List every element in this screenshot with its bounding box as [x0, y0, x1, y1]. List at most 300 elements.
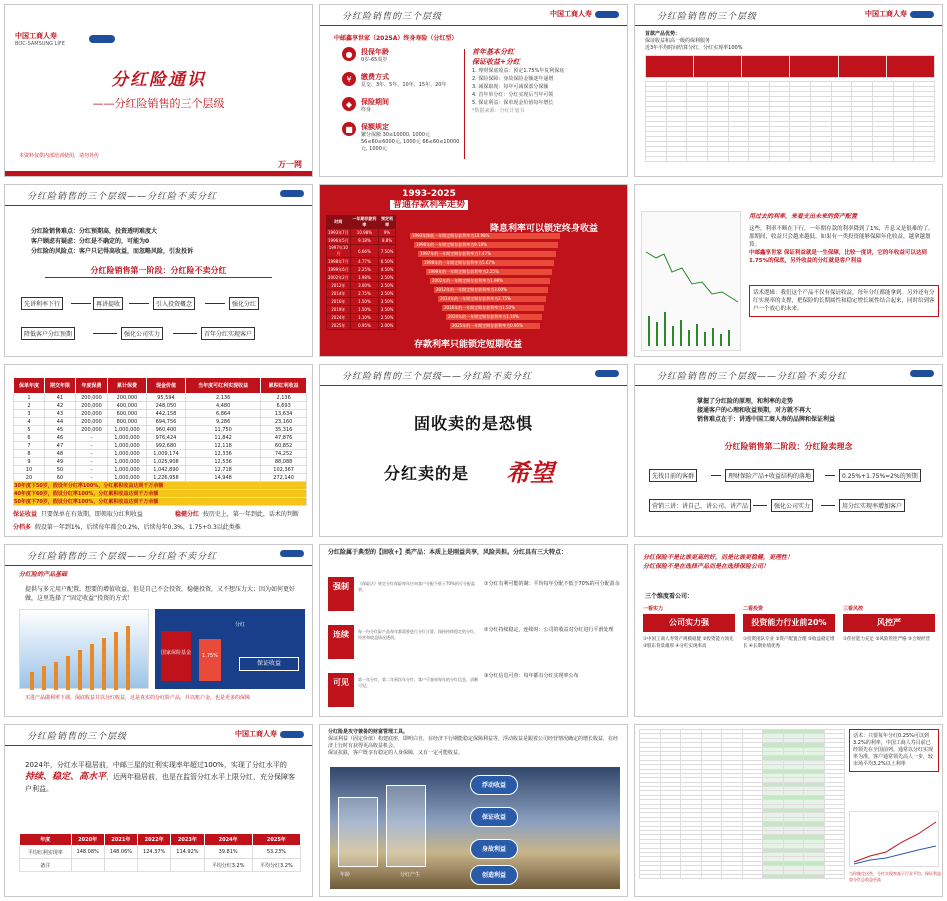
rate-bar: 1998年的一年期定期存款利率为5.67%	[422, 260, 554, 266]
wealth-line: 保证抗跌，客户既享有稳定的人身保障，又有一定可能收益。	[328, 750, 464, 756]
slide-grid	[4, 4, 943, 897]
slide-5-rate-trend[interactable]	[319, 184, 628, 357]
floating-return-badge: 浮动收益	[470, 775, 518, 795]
table-header-cell: 预定利率	[379, 216, 396, 229]
pain-point-line: 分红险的风险点：客户只记得高收益，而忽略风险，引发投诉	[31, 248, 194, 255]
table-cell: 11,750	[185, 426, 260, 434]
table-cell: 9,286	[185, 418, 260, 426]
table-cell: 200,000	[75, 410, 107, 418]
rate-bar: 2002年的一年期定期存款利率为1.98%	[430, 278, 550, 284]
stock-chart-svg	[642, 212, 742, 352]
table-header-cell	[790, 56, 838, 78]
table-cell: 14,948	[185, 474, 260, 482]
highlight-cell: 30年度下50岁，假设年分红率100%，分红累积收益达到千万余额	[14, 482, 307, 490]
table-cell: 4	[14, 418, 45, 426]
slide-header-title: 分红险销售的三个层级——分红险不卖分红	[342, 372, 533, 382]
table-row	[14, 426, 307, 434]
slide-7-benefit-table[interactable]	[4, 364, 313, 537]
company-logo	[15, 31, 65, 47]
slide-9-stage-two[interactable]	[634, 364, 943, 537]
table-cell: 备注	[20, 859, 72, 872]
attribute-label: 投保年龄	[361, 48, 389, 56]
table-cell	[831, 157, 852, 162]
feature-tag-mandatory: 强制	[328, 577, 354, 611]
flow-arrow	[711, 475, 721, 476]
table-cell: 200,000	[75, 426, 107, 434]
table-header-cell: 累计保费	[107, 378, 146, 394]
slide-header-title: 分红险销售的三个层级——分红险不卖分红	[657, 372, 848, 382]
table-cell: 2016年	[327, 298, 351, 306]
concept-line: 接通客户的心理和收益预期，对方就不再大	[697, 407, 812, 414]
feature-detail: ②分红持续稳定，连续时：公司的收益对分红进行平滑处理	[484, 627, 614, 633]
table-cell: 2019年	[327, 306, 351, 314]
rate-bar: 1996年的一年期定期存款利率为9.18%	[414, 242, 558, 248]
dividend-keywords: 持续、稳定、高水平	[25, 772, 107, 782]
slide-header	[635, 365, 942, 387]
table-cell: 7.50%	[379, 245, 396, 258]
table-cell: 6,864	[185, 410, 260, 418]
header-logo	[235, 729, 304, 739]
company-intro-line: 分红保险不是在选择产品而是在选择保险公司！	[643, 563, 770, 570]
pain-points	[31, 227, 193, 257]
axis-label: 年龄	[340, 872, 351, 878]
bar-block	[338, 797, 378, 867]
footer-note	[13, 509, 143, 518]
table-cell: 60,852	[261, 442, 307, 450]
column-text: ①中国工商人寿资产规模稳健 ②投资能力领先 ③股东背景雄厚 ④分红实现率高	[643, 637, 734, 649]
slide-header-title: 分红险销售的三个层级	[27, 732, 128, 742]
cover-title: 分红险通识	[111, 70, 206, 90]
table-cell: 6.50%	[379, 258, 396, 266]
product-benefits	[472, 47, 622, 115]
flow-arrow	[173, 333, 197, 334]
table-cell: 46	[44, 434, 75, 442]
slide-header-title: 分红险销售的三个层级	[657, 12, 758, 22]
comparison-footer: 当你做完这些，分红实现率高于行业平均，保证利益加分红总收益更高	[849, 871, 941, 882]
attribute-row	[342, 47, 462, 64]
benefit-item: 4. 首年单分红：分红实现后当年可领	[472, 92, 554, 98]
table-cell: 1,226,958	[146, 474, 185, 482]
slide-13-dividend-rate[interactable]	[4, 724, 313, 897]
header-divider	[635, 25, 942, 26]
rate-bar: 2016年的一年期定期存款利率为1.50%	[442, 305, 544, 311]
flow-step: 营销三讲：讲自己、讲公司、讲产品	[649, 499, 751, 512]
stage-title: 分红险销售第一阶段：分红险不卖分红	[90, 266, 227, 275]
flow-step: 再讲提收	[93, 297, 123, 310]
slide-header-title: 分红险销售的三个层级——分红险不卖分红	[27, 552, 218, 562]
table-cell: 400,000	[107, 402, 146, 410]
table-cell	[783, 874, 804, 878]
table-cell: 200,000	[75, 394, 107, 402]
table-row	[327, 229, 396, 237]
header-logo-text: 中国工商人寿	[865, 10, 907, 18]
table-cell	[804, 874, 825, 878]
table-cell: 2.00%	[379, 322, 396, 330]
table-cell: 2	[14, 402, 45, 410]
table-cell	[660, 874, 681, 878]
table-cell: -	[75, 466, 107, 474]
intro-title: 首款产品优势：	[645, 31, 681, 37]
dividend-summary-text: ，近两年稳居前，也是在监管分红水平上限分红，充分保障客户利益。	[25, 773, 296, 793]
slide-header	[5, 545, 312, 567]
attribute-label: 保险期间	[361, 98, 389, 106]
slide-header	[5, 185, 312, 207]
table-cell: 9%	[379, 229, 396, 237]
growth-chart	[19, 609, 149, 689]
slide-3-data-table[interactable]	[634, 4, 943, 177]
attribute-value: 繁分保额 30≤10000, 1000元 56≤60≤6000元, 1000元 66≤60≤10000元, 1000元	[361, 132, 460, 152]
table-cell	[171, 859, 204, 872]
table-cell: 35,316	[261, 426, 307, 434]
stage-underline	[45, 277, 272, 278]
table-cell: 6,693	[261, 402, 307, 410]
market-highlight: 中邮鑫享世家 保证利益就是一生保障，比较一度讲，它的年收益可以达到1.75%的保底，另外收益的分红就是客户利益	[749, 250, 927, 264]
column-head: 二看投资	[743, 606, 764, 612]
table-cell: 148.08%	[71, 846, 104, 859]
stage-title: 分红险销售第二阶段：分红险卖理念	[724, 442, 853, 451]
market-title: 用过去的利率，来看支出未来的资产配置	[749, 213, 858, 220]
table-cell: 102,367	[261, 466, 307, 474]
slide-10-foundation[interactable]	[4, 544, 313, 717]
flow-step: 先找目前的客群	[649, 469, 697, 482]
table-row	[14, 434, 307, 442]
table-cell: 1,000,000	[107, 466, 146, 474]
person-icon: ●	[342, 47, 356, 61]
flow-arrow	[71, 303, 91, 304]
table-cell: 960,400	[146, 426, 185, 434]
table-row	[20, 859, 301, 872]
table-cell: 2.50%	[379, 274, 396, 282]
benefits-footnote: *数据来源：分红计划书	[472, 108, 525, 114]
company-intro	[643, 553, 937, 571]
table-cell: 3.50%	[379, 306, 396, 314]
header-logo	[592, 369, 619, 377]
table-row	[646, 157, 935, 162]
table-cell: 3	[14, 410, 45, 418]
slide-8-slogan[interactable]	[319, 364, 628, 537]
intro-line: 保证收益和高一级的保利服务	[645, 38, 711, 44]
table-cell	[749, 157, 770, 162]
table-header-cell: 2024年	[204, 834, 252, 846]
cover-subtitle: ——分红险销售的三个层级	[92, 97, 225, 110]
feature-detail: ③分红信息可查：每年都有分红实现率公布	[484, 673, 579, 679]
table-cell: 23,160	[261, 418, 307, 426]
table-cell: 1.10%	[350, 314, 378, 322]
return-diagram	[155, 609, 305, 689]
table-header-cell: 现金价值	[146, 378, 185, 394]
table-cell: 1,000,000	[107, 426, 146, 434]
table-cell	[790, 157, 811, 162]
attribute-row	[342, 122, 462, 153]
feature-body: 第一年分红，第二年到次年分红，客户可查询每年的分红信息，清晰可见。	[358, 677, 478, 688]
table-cell: -	[75, 458, 107, 466]
table-cell: 1,000,000	[107, 434, 146, 442]
table-cell: 平均分红3.2%	[252, 859, 300, 872]
table-cell: 43	[44, 410, 75, 418]
company-column	[843, 605, 935, 643]
slide-11-features[interactable]	[319, 544, 628, 717]
table-cell	[893, 157, 914, 162]
flow-arrow	[821, 505, 835, 506]
slide-header	[320, 365, 627, 387]
table-cell: 2002年2月	[327, 274, 349, 280]
table-cell: 2.50%	[379, 282, 396, 290]
table-cell: 6.66%	[350, 245, 378, 258]
attribute-label: 保额规定	[361, 123, 389, 131]
table-row	[327, 266, 396, 274]
table-row	[14, 410, 307, 418]
headline-top: 降息利率可以锁定终身收益	[490, 224, 599, 234]
table-cell: 74,252	[261, 450, 307, 458]
table-cell: 9.18%	[350, 237, 378, 245]
table-cell: 992,680	[146, 442, 185, 450]
table-row	[14, 418, 307, 426]
table-row	[327, 245, 396, 258]
table-cell	[707, 157, 728, 162]
header-divider	[320, 385, 627, 386]
death-benefit-badge: 身故利益	[470, 839, 518, 859]
flow-step: 0.25%+1.75%=2%的预期	[839, 469, 921, 482]
dividend-summary	[25, 759, 295, 795]
table-header-cell	[838, 56, 886, 78]
summary-table	[645, 55, 935, 78]
company-column	[743, 605, 835, 650]
table-cell	[646, 157, 667, 162]
wealth-text	[328, 729, 622, 757]
table-cell: 45	[44, 426, 75, 434]
table-cell: 4.77%	[350, 258, 378, 266]
rate-bar: 1993年降低一年期定期存款利率为10.98%	[410, 233, 560, 239]
table-row	[327, 258, 396, 266]
slide-4-stage-one[interactable]	[4, 184, 313, 357]
table-cell: 42	[44, 402, 75, 410]
feature-body: 《保险法》规定分红保险每年应向客户分配不低于70%的可分配盈余。	[358, 581, 475, 592]
bank-logo-icon	[595, 370, 619, 377]
table-cell: 95,594	[146, 394, 185, 402]
footer-note-text: 只要保单在有效期，即领取分红利收益	[40, 511, 143, 518]
comparison-table	[639, 729, 845, 879]
table-cell: 12,718	[185, 466, 260, 474]
column-text: ①偿付能力充足 ②风险管控严格 ③合规经营	[843, 637, 930, 642]
document-icon: ■	[342, 122, 356, 136]
table-row	[327, 282, 396, 290]
table-cell: 12,118	[185, 442, 260, 450]
footer-note-text: 按历史上，第一年到此，话术的判断	[202, 511, 299, 518]
table-cell: 1,000,000	[107, 442, 146, 450]
rate-bar: 2014年的一年期定期存款利率为2.75%	[438, 296, 546, 302]
feature-detail: ①分红有利可能的制：平均每年分配不低于70%的可分配盈余	[484, 581, 620, 587]
flow-arrow	[129, 303, 149, 304]
table-cell: -	[75, 474, 107, 482]
dividend-label: 分红	[235, 622, 246, 628]
table-cell: 2025年	[327, 322, 351, 330]
table-cell: 49	[44, 458, 75, 466]
table-cell: 1	[14, 394, 45, 402]
dimension-label: 三个维度看公司：	[645, 593, 694, 600]
red-panel	[320, 185, 627, 356]
table-cell: 2.25%	[350, 266, 378, 274]
table-cell	[811, 157, 832, 162]
header-divider	[635, 385, 942, 386]
table-header-row	[20, 834, 301, 846]
flow-arrow	[753, 505, 767, 506]
slide-6-market[interactable]	[634, 184, 943, 357]
growth-chart-svg	[20, 610, 150, 690]
table-header-cell: 年度	[20, 834, 72, 846]
table-cell	[681, 874, 702, 878]
table-cell: 3.50%	[379, 298, 396, 306]
table-cell: 47	[44, 442, 75, 450]
table-cell: 47,876	[261, 434, 307, 442]
table-header-cell: 保单年度	[14, 378, 45, 394]
script-box: 话术逻辑：我们这个产品不仅有保证收益，每年分红都能拿到。另外还有分红实现率的支撑，把保险的长期属性和稳定增长属性结合起来，同时给到客户一个放心的未来。	[749, 285, 939, 317]
table-cell: 44	[44, 418, 75, 426]
table-row	[327, 274, 396, 282]
table-cell: 442,158	[146, 410, 185, 418]
slide-header	[635, 5, 942, 27]
footer-note-text: 假设第一年到1%，后续每年都会0.2%，后续每年0.3%，1.75+0.3以此类推	[34, 524, 241, 531]
table-cell: 1,042,890	[146, 466, 185, 474]
table-cell: 4.50%	[379, 266, 396, 274]
detail-table	[645, 81, 935, 162]
table-row	[14, 450, 307, 458]
table-row	[14, 442, 307, 450]
table-cell: 2012年	[327, 282, 351, 290]
table-cell	[687, 157, 708, 162]
table-cell: 1,009,174	[146, 450, 185, 458]
column-divider	[464, 49, 465, 159]
foundation-title: 分红险的产品基础	[19, 571, 68, 578]
table-cell: 2014年	[327, 290, 351, 298]
table-cell: 2.50%	[379, 290, 396, 298]
table-row	[14, 474, 307, 482]
benefits-subtitle: 保证收益+分红	[472, 57, 520, 66]
table-header-cell: 期交年限	[44, 378, 75, 394]
dividend-summary-text: 2024年，分红水平稳居前，中邮三星的红利实现率年超过100%，实现了分红水平的	[25, 761, 287, 769]
table-row	[327, 237, 396, 245]
intro-line: 近3年平均时间结算分红，分红实现率100%	[645, 45, 743, 51]
table-cell: 114.92%	[171, 846, 204, 859]
line-chart-svg	[850, 812, 940, 868]
table-cell: 976,424	[146, 434, 185, 442]
table-row	[14, 394, 307, 402]
rate-title-main: 普通存款利率走势	[390, 200, 468, 210]
table-cell: 39.81%	[204, 846, 252, 859]
guaranteed-box: 保证收益	[239, 657, 299, 671]
line-chart	[849, 811, 939, 867]
table-cell: 2,136	[261, 394, 307, 402]
table-cell: 10.98%	[350, 229, 378, 237]
header-divider	[5, 205, 312, 206]
axis-label: 分红产生	[400, 872, 421, 878]
brand-watermark: 万一网	[278, 160, 302, 169]
slide-header-title: 分红险销售的三个层级	[342, 12, 443, 22]
wealth-line: 分红险是攻守兼备的财富管理工具。	[328, 729, 409, 735]
cover-note: 本资料仅供内部培训使用，请勿外传	[19, 153, 100, 159]
concept-line: 掌握了分红险的原理，和利率的走势	[697, 398, 794, 405]
table-row	[327, 298, 396, 306]
table-cell: 2,136	[185, 394, 260, 402]
footer-note-label: 稳健分红	[175, 511, 200, 518]
dividend-table	[19, 833, 301, 872]
table-row	[14, 402, 307, 410]
table-header-cell: 累积红利收益	[261, 378, 307, 394]
highlight-row	[14, 498, 307, 506]
table-cell: 1998年7月	[327, 258, 349, 264]
table-cell: 0.95%	[350, 322, 378, 330]
table-row	[327, 290, 396, 298]
slide-15-comparison[interactable]	[634, 724, 943, 897]
flow-arrow	[205, 303, 225, 304]
slide-14-wealth-tool[interactable]	[319, 724, 628, 897]
concept-text	[697, 397, 835, 424]
bank-logo-icon	[280, 190, 304, 197]
table-header-cell: 时间	[327, 216, 351, 229]
table-row	[20, 846, 301, 859]
footer-note	[175, 509, 299, 518]
slide-2-product[interactable]	[319, 4, 628, 177]
table-cell: 6	[14, 434, 45, 442]
table-cell: 694,756	[146, 418, 185, 426]
logo-subtext: BOC-SAMSUNG LIFE	[15, 41, 65, 47]
table-cell: 200,000	[75, 402, 107, 410]
table-cell: 148.06%	[104, 846, 137, 859]
table-cell: 20	[14, 474, 45, 482]
rate-bar: 2012年的一年期定期存款利率为3.00%	[434, 287, 548, 293]
rate-bar: 1997年的一年期定期存款利率为7.47%	[418, 251, 556, 257]
table-header-cell	[886, 56, 934, 78]
company-intro-line: 分红保险不是比谁更高的好，而是比谁更稳健，更理性！	[643, 554, 794, 561]
header-logo	[277, 549, 304, 557]
table-cell	[742, 874, 763, 878]
table-cell: 272,140	[261, 474, 307, 482]
table-cell: 1.50%	[350, 306, 378, 314]
benefit-item: 2. 保险保障：身故保险金额逐年递增	[472, 76, 554, 82]
flow-step: 先讲利率下行	[21, 297, 63, 310]
flow-step: 引入投资概念	[153, 297, 195, 310]
column-badge: 公司实力强	[643, 614, 735, 632]
footer-note	[13, 522, 241, 531]
bank-logo-icon	[910, 370, 934, 377]
guaranteed-return-badge: 保证收益	[470, 807, 518, 827]
table-cell: 1,025,908	[146, 458, 185, 466]
table-cell: 11,842	[185, 434, 260, 442]
slogan-hope-prefix: 分红卖的是	[384, 464, 470, 483]
shield-icon: ◆	[342, 97, 356, 111]
table-cell	[852, 157, 873, 162]
table-header-cell: 一年期存款利率	[350, 216, 378, 229]
footer-note-label: 分档多	[13, 524, 32, 531]
slide-12-company[interactable]	[634, 544, 943, 717]
table-cell	[722, 874, 743, 878]
benefit-item: 1. 理财保底收益：预定1.75%年复利保底	[472, 68, 565, 74]
bank-logo-icon	[89, 35, 115, 43]
benefit-table	[13, 377, 307, 506]
table-cell: 1997年10月	[327, 245, 351, 258]
feature-tag-visible: 可见	[328, 673, 354, 707]
table-cell: -	[75, 442, 107, 450]
table-cell: 200,000	[75, 418, 107, 426]
rate-title-years: 1993-2025	[402, 189, 456, 199]
attribute-value: 趸交、3年、5年、10年、15年、20年	[361, 82, 447, 88]
table-cell: 2024年	[327, 314, 351, 322]
rate-bar: 2025年的一年期定期存款利率为0.95%	[450, 323, 540, 329]
slide-1-cover[interactable]	[4, 4, 313, 177]
script-box: 话术：只要每年分红0.25%可以到3.2%的利率，中国工商人寿目前已经领先在全国前列。通常以分红实现率为准，客户通常领先高人一步，较市场平均3.2%以上利率	[849, 729, 939, 772]
table-cell: 8	[14, 450, 45, 458]
table-cell	[824, 874, 845, 878]
rate-table	[326, 215, 396, 330]
